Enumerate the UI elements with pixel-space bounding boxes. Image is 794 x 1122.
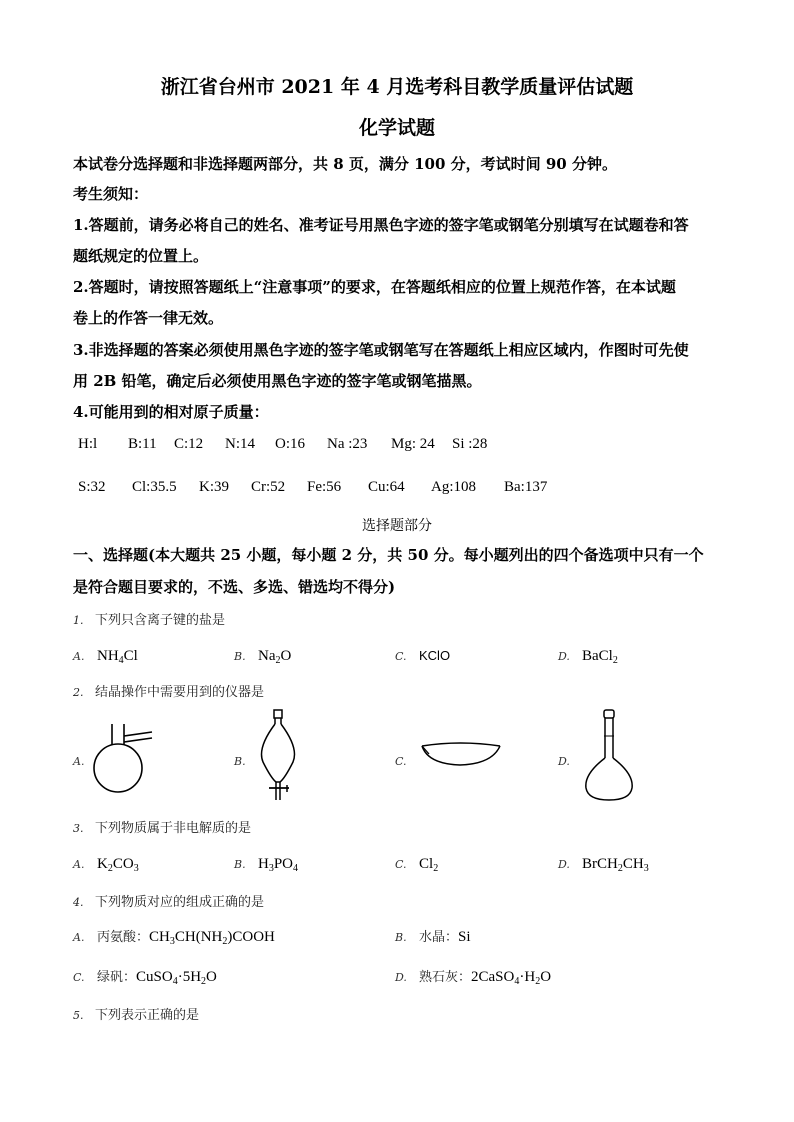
q2-option-a[interactable]: A. xyxy=(73,755,85,768)
q3-option-c[interactable]: C. $Cl_2$ xyxy=(395,856,439,874)
notice-item-4: 4.可能用到的相对原子质量： xyxy=(73,403,269,421)
q4-option-c[interactable]: C. 绿矾：$CuSO_4\cdot 5H_2O$ xyxy=(73,969,217,987)
mass-mg: Mg: 24 xyxy=(391,436,435,452)
mass-n: N:14 xyxy=(225,436,255,452)
notice-item-1-line-2: 题纸规定的位置上。 xyxy=(73,247,209,265)
notice-item-2-line-1: 2.答题时，请按照答题纸上“注意事项”的要求，在答题纸相应的位置上规范作答，在本试题 xyxy=(73,278,676,296)
q4-option-b[interactable]: B. 水晶：Si xyxy=(395,929,471,945)
mass-fe: Fe:56 xyxy=(307,479,342,495)
mass-si: Si :28 xyxy=(452,436,488,452)
notice-item-1-line-1: 1.答题前，请务必将自己的姓名、准考证号用黑色字迹的签字笔或钢笔分别填写在试题卷和答 xyxy=(73,216,689,234)
exam-intro: 本试卷分选择题和非选择题两部分，共 8 页，满分 100 分，考试时间 90 分钟。 xyxy=(73,155,617,173)
section-title: 选择题部分 xyxy=(362,518,432,534)
q2-option-b[interactable]: B. xyxy=(234,755,246,768)
mass-b: B:11 xyxy=(128,436,157,452)
mass-c: C:12 xyxy=(174,436,204,452)
mass-ag: Ag:108 xyxy=(431,479,476,495)
notice-item-2-line-2: 卷上的作答一律无效。 xyxy=(73,309,224,327)
mass-ba: Ba:137 xyxy=(504,479,548,495)
q3-option-d[interactable]: D. $BrCH_2CH_3$ xyxy=(558,856,649,874)
mass-cr: Cr:52 xyxy=(251,479,286,495)
q1-option-a[interactable]: A. $NH_4Cl$ xyxy=(73,648,138,666)
volumetric-flask-icon xyxy=(580,708,640,804)
q2-option-d[interactable]: D. xyxy=(558,755,570,768)
exam-title: 浙江省台州市 2021 年 4 月选考科目教学质量评估试题 xyxy=(160,76,634,98)
mass-s: S:32 xyxy=(78,479,106,495)
q3-option-a[interactable]: A. $K_2CO_3$ xyxy=(73,856,139,874)
notice-item-3-line-2: 用 2B 铅笔，确定后必须使用黑色字迹的签字笔或钢笔描黑。 xyxy=(73,372,482,390)
question-2-stem: 2. 结晶操作中需要用到的仪器是 xyxy=(73,685,265,700)
separatory-funnel-icon xyxy=(255,708,305,804)
notice-item-3-line-1: 3.非选择题的答案必须使用黑色字迹的签字笔或钢笔写在答题纸上相应区域内，作图时可先使 xyxy=(73,341,689,359)
mass-na: Na :23 xyxy=(327,436,368,452)
mass-k: K:39 xyxy=(199,479,229,495)
notice-heading: 考生须知： xyxy=(73,185,149,203)
section-desc-line-1: 一、选择题(本大题共 25 小题，每小题 2 分，共 50 分。每小题列出的四个备选项中只有一个 xyxy=(73,546,704,564)
q1-option-c[interactable]: C. KClO xyxy=(395,648,451,663)
q3-option-b[interactable]: B. $H_3PO_4$ xyxy=(234,856,299,874)
q1-option-d[interactable]: D. BaCl$_2$ xyxy=(558,648,618,666)
evaporating-dish-icon xyxy=(420,738,502,768)
question-4-stem: 4. 下列物质对应的组成正确的是 xyxy=(73,895,265,910)
question-number: 1. xyxy=(73,614,84,627)
section-desc-line-2: 是符合题目要求的，不选、多选、错选均不得分) xyxy=(73,578,396,596)
question-5-stem: 5. 下列表示正确的是 xyxy=(73,1008,200,1023)
q2-option-c[interactable]: C. xyxy=(395,755,407,768)
mass-h: H:l xyxy=(78,436,98,452)
q1-option-b[interactable]: B. $Na_2O$ xyxy=(234,648,292,666)
mass-cu: Cu:64 xyxy=(368,479,405,495)
q4-option-d[interactable]: D. 熟石灰：$2CaSO_4\cdot H_2O$ xyxy=(395,969,552,987)
q4-option-a[interactable]: A. 丙氨酸：$CH_3CH(NH_2)COOH$ xyxy=(73,929,275,947)
question-3-stem: 3. 下列物质属于非电解质的是 xyxy=(73,821,252,836)
question-1-stem: 1. 下列只含离子键的盐是 xyxy=(73,613,226,628)
mass-cl: Cl:35.5 xyxy=(132,479,177,495)
distillation-flask-icon xyxy=(92,720,156,796)
mass-o: O:16 xyxy=(275,436,305,452)
exam-subtitle: 化学试题 xyxy=(358,117,435,139)
